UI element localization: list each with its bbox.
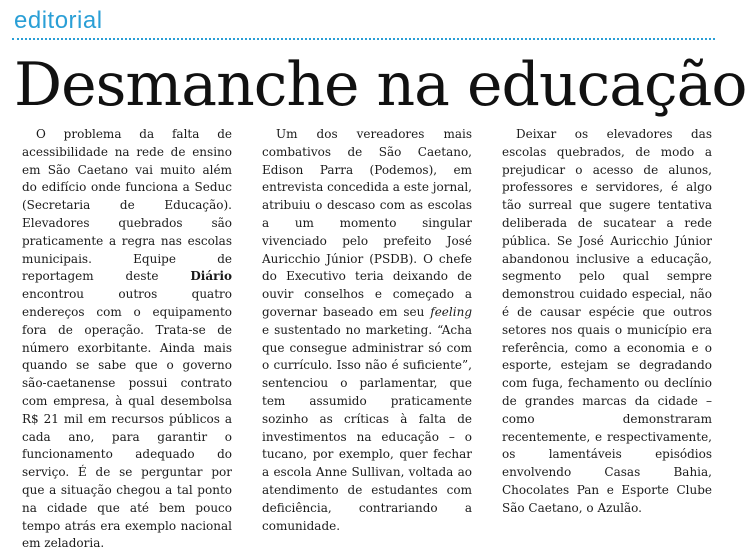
newspaper-name: Diário	[190, 269, 232, 284]
paragraph	[262, 126, 472, 535]
text-run: Um dos vereadores mais combativos de São Caetano, Edison Parra (Podemos), em entrevista concedida a este jornal, atribuiu o descaso com as escolas a um momento singular vivenciado pelo prefeito José Auricchio Júnior (PSDB). O chefe do Executivo teria deixando de ouvir conselhos e começado a governar baseado em seu	[262, 127, 472, 319]
headline: Desmanche na educação	[14, 50, 746, 120]
paragraph	[22, 126, 232, 553]
column-1	[22, 126, 232, 551]
paragraph	[502, 126, 712, 518]
text-run: O problema da falta de acessibilidade na rede de ensino em São Caetano vai muito além do edifício onde funciona a Seduc (Secretaria de Educação). Elevadores quebrados são praticamente a regra nas escolas municipais. Equipe de reportagem deste	[22, 127, 232, 284]
article-body	[22, 126, 712, 551]
emphasis-term: feeling	[430, 304, 472, 319]
text-run: encontrou outros quatro endereços com o equipamento fora de operação. Trata-se de número exorbitante. Ainda mais quando se sabe que o governo são-caetanense possui contrato com empresa, à qual desembolsa R$ 21 mil em recursos públicos a cada ano, para garantir o funcionamento adequado do serviço. É de se perguntar por que a situação chegou a tal ponto na cidade que até bem pouco tempo atrás era exemplo nacional em zeladoria.	[22, 287, 232, 551]
column-2	[262, 126, 472, 533]
text-run: Deixar os elevadores das escolas quebrados, de modo a prejudicar o acesso de alunos, professores e servidores, é algo tão surreal que sugere tentativa deliberada de sucatear a rede pública. Se José Auricchio Júnior abandonou inclusive a educação, segmento pelo qual sempre demonstrou cuidado especial, não é de causar espécie que outros setores nos quais o município era referência, como a economia e o esporte, estejam se degradando com fuga, fechamento ou declínio de grandes marcas da cidade – como demonstraram recentemente, e respectivamente, os lamentáveis episódios envolvendo Casas Bahia, Chocolates Pan e Esporte Clube São Caetano, o Azulão.	[502, 127, 712, 515]
section-divider	[12, 38, 715, 40]
section-label: editorial	[14, 7, 103, 34]
column-3	[502, 126, 712, 515]
text-run: e sustentado no marketing. “Acha que consegue administrar só com o currículo. Isso não é suficiente”, sentenciou o parlamentar, que tem assumido praticamente sozinho as críticas à falta de investimentos na educação – o tucano, por exemplo, quer fechar a escola Anne Sullivan, voltada ao atendimento de estudantes com deficiência, contrariando a comunidade.	[262, 322, 472, 533]
